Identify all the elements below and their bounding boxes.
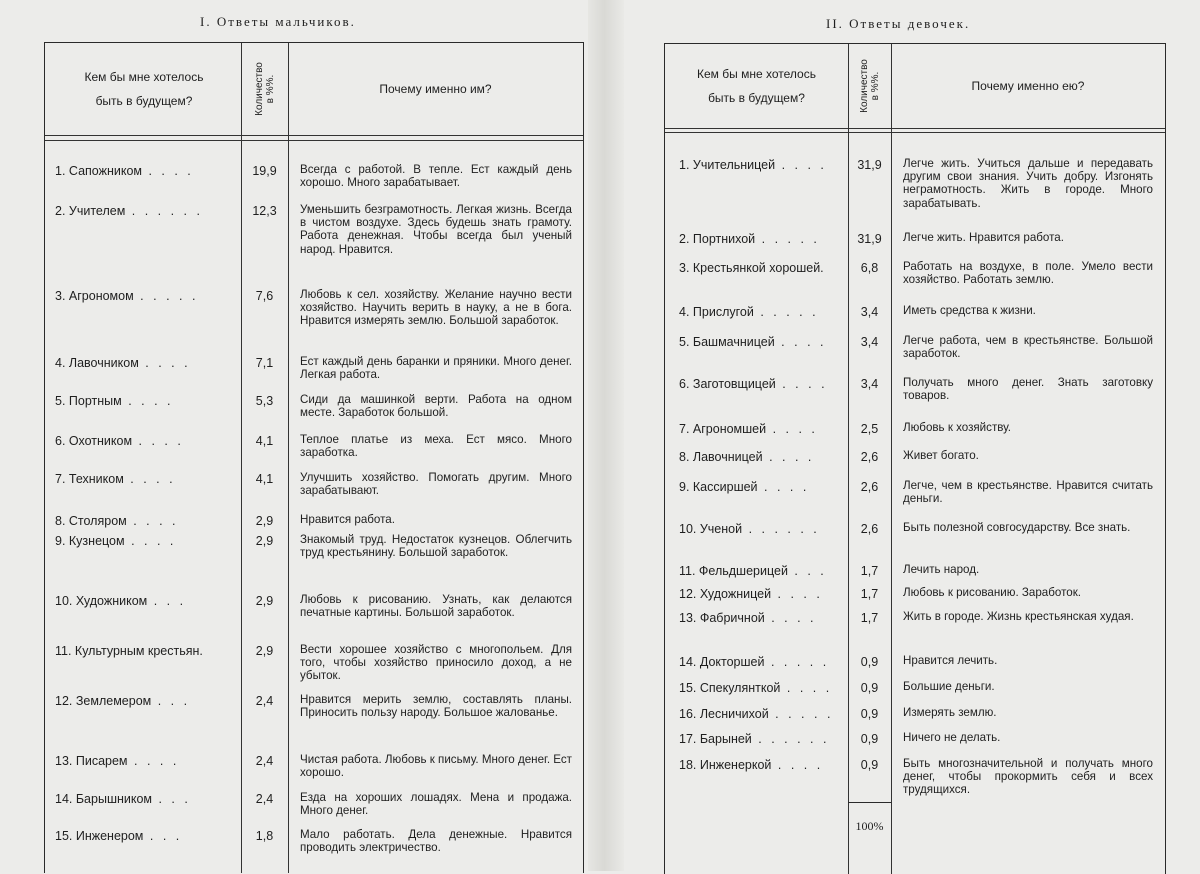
profession-label: 16. Лесничихой bbox=[679, 707, 769, 721]
leader-dots: . . . bbox=[787, 564, 827, 578]
reason-text: Уменьшить безграмотность. Легкая жизнь. Всегда в чистом воздухе. Здесь будешь знать грамоту. Работа денежная. Чтобы всегда был ученый народ. Нравится. bbox=[300, 203, 572, 256]
reason-text: Измерять землю. bbox=[903, 706, 997, 719]
leader-dots: . . . bbox=[151, 694, 191, 708]
profession-name bbox=[679, 479, 847, 495]
percent-value: 0,9 bbox=[860, 655, 879, 669]
percent-value: 2,9 bbox=[255, 514, 274, 528]
profession-name bbox=[679, 449, 847, 465]
profession-name bbox=[679, 334, 847, 350]
profession-label: 9. Кузнецом bbox=[55, 534, 125, 548]
reason-text: Нравится лечить. bbox=[903, 654, 998, 667]
percent-value: 2,6 bbox=[860, 480, 879, 494]
boys-header-rule bbox=[45, 140, 583, 141]
profession-label: 13. Фабричной bbox=[679, 611, 765, 625]
leader-dots: . . . . bbox=[771, 587, 823, 601]
percent-value: 1,8 bbox=[255, 829, 274, 843]
percent-value: 2,9 bbox=[255, 594, 274, 608]
girls-header-why: Почему именно ею? bbox=[971, 79, 1085, 93]
profession-name bbox=[679, 680, 847, 696]
percent-value: 0,9 bbox=[860, 707, 879, 721]
reason-text: Живет богато. bbox=[903, 449, 979, 462]
profession-label: 1. Учительницей bbox=[679, 158, 776, 172]
boys-header-who: Кем бы мне хотелось быть в будущем? bbox=[84, 70, 204, 108]
reason-text: Получать много денег. Знать заготовку товаров. bbox=[903, 376, 1153, 403]
profession-label: 2. Портнихой bbox=[679, 232, 756, 246]
reason-text: Лечить народ. bbox=[903, 563, 980, 576]
profession-name bbox=[679, 260, 847, 276]
percent-value: 1,7 bbox=[860, 564, 879, 578]
leader-dots: . . . . bbox=[124, 534, 177, 548]
profession-name bbox=[679, 654, 847, 670]
profession-label: 18. Инженеркой bbox=[679, 758, 772, 772]
profession-label: 6. Заготовщицей bbox=[679, 377, 776, 391]
profession-name bbox=[679, 586, 847, 602]
profession-label: 6. Охотником bbox=[55, 434, 133, 448]
leader-dots: . . . . . bbox=[768, 707, 834, 721]
profession-label: 14. Докторшей bbox=[679, 655, 765, 669]
leader-dots: . . . bbox=[147, 594, 187, 608]
leader-dots: . . . . . bbox=[764, 655, 830, 669]
reason-text: Легче, чем в крестьянстве. Нравится считать деньги. bbox=[903, 479, 1153, 506]
leader-dots: . . . . bbox=[121, 394, 174, 408]
boys-header-why: Почему именно им? bbox=[379, 82, 492, 96]
profession-name bbox=[679, 304, 847, 320]
profession-name bbox=[679, 231, 847, 247]
right-page-title: II. Ответы девочек. bbox=[826, 16, 971, 31]
profession-label: 1. Сапожником bbox=[55, 164, 142, 178]
profession-name bbox=[55, 433, 239, 449]
profession-label: 15. Инженером bbox=[55, 829, 144, 843]
profession-name bbox=[679, 757, 847, 773]
girls-header-rule bbox=[665, 132, 1165, 133]
leader-dots: . . . . bbox=[764, 611, 817, 625]
profession-label: 5. Портным bbox=[55, 394, 122, 408]
page-gutter bbox=[588, 0, 624, 871]
girls-header-quantity: Количество в %%. bbox=[858, 59, 881, 113]
profession-name bbox=[55, 513, 239, 529]
left-page-title: I. Ответы мальчиков. bbox=[200, 14, 356, 29]
reason-text: Быть полезной совгосударству. Все знать. bbox=[903, 521, 1131, 534]
leader-dots: . . . . bbox=[142, 164, 194, 178]
reason-text: Нравится работа. bbox=[300, 513, 395, 526]
profession-name bbox=[55, 693, 239, 709]
girls-total: 100% bbox=[855, 819, 884, 833]
girls-column-divider bbox=[891, 44, 892, 874]
percent-value: 2,4 bbox=[255, 754, 274, 768]
profession-name bbox=[55, 828, 239, 844]
leader-dots: . . . . bbox=[132, 434, 184, 448]
profession-name bbox=[55, 163, 239, 179]
reason-text: Теплое платье из меха. Ест мясо. Много заработка. bbox=[300, 433, 572, 460]
girls-answers-table bbox=[664, 43, 1166, 874]
percent-value: 3,4 bbox=[860, 305, 879, 319]
percent-value: 0,9 bbox=[860, 732, 879, 746]
reason-text: Знакомый труд. Недостаток кузнецов. Облегчить труд крестьянину. Большой заработок. bbox=[300, 533, 572, 560]
profession-name bbox=[55, 643, 239, 659]
girls-total-rule bbox=[848, 802, 891, 803]
reason-text: Жить в городе. Жизнь крестьянская худая. bbox=[903, 610, 1134, 623]
reason-text: Большие деньги. bbox=[903, 680, 995, 693]
profession-name bbox=[55, 355, 239, 371]
leader-dots: . . . . bbox=[123, 472, 176, 486]
profession-name bbox=[679, 706, 847, 722]
profession-label: 15. Спекулянткой bbox=[679, 681, 781, 695]
profession-name bbox=[679, 521, 847, 537]
profession-name bbox=[55, 393, 239, 409]
leader-dots: . . . . bbox=[774, 335, 827, 349]
profession-label: 8. Лавочницей bbox=[679, 450, 763, 464]
percent-value: 2,9 bbox=[255, 644, 274, 658]
profession-name bbox=[55, 203, 239, 219]
profession-name bbox=[55, 593, 239, 609]
leader-dots: . . . . bbox=[127, 754, 180, 768]
profession-label: 3. Агрономом bbox=[55, 289, 134, 303]
reason-text: Нравится мерить землю, составлять планы. Приносить пользу народу. Большое жалованье. bbox=[300, 693, 572, 720]
reason-text: Работать на воздухе, в поле. Умело вести хозяйство. Работать землю. bbox=[903, 260, 1153, 287]
reason-text: Легче жить. Учиться дальше и передавать другим свои знания. Учить добру. Изгонять неграмотность. Жить в городе. Много зарабатывать. bbox=[903, 157, 1153, 210]
leader-dots: . . . . bbox=[771, 758, 824, 772]
boys-header-quantity: Количество в %%. bbox=[253, 62, 276, 116]
profession-label: 5. Башмачницей bbox=[679, 335, 775, 349]
profession-label: 10. Художником bbox=[55, 594, 148, 608]
profession-name bbox=[679, 563, 847, 579]
percent-value: 3,4 bbox=[860, 335, 879, 349]
profession-label: 8. Столяром bbox=[55, 514, 127, 528]
profession-name bbox=[55, 753, 239, 769]
profession-label: 2. Учителем bbox=[55, 204, 126, 218]
percent-value: 2,6 bbox=[860, 522, 879, 536]
reason-text: Чистая работа. Любовь к письму. Много денег. Ест хорошо. bbox=[300, 753, 572, 780]
profession-label: 4. Лавочником bbox=[55, 356, 139, 370]
reason-text: Мало работать. Дела денежные. Нравится проводить электричество. bbox=[300, 828, 572, 855]
percent-value: 19,9 bbox=[252, 164, 277, 178]
reason-text: Ничего не делать. bbox=[903, 731, 1001, 744]
percent-value: 1,7 bbox=[860, 611, 879, 625]
profession-name bbox=[55, 533, 239, 549]
profession-label: 12. Художницей bbox=[679, 587, 772, 601]
leader-dots: . . . . . bbox=[133, 289, 199, 303]
leader-dots: . . . bbox=[143, 829, 183, 843]
profession-name bbox=[679, 157, 847, 173]
percent-value: 2,4 bbox=[255, 792, 274, 806]
reason-text: Любовь к рисованию. Заработок. bbox=[903, 586, 1081, 599]
profession-label: 7. Техником bbox=[55, 472, 124, 486]
leader-dots: . . . . bbox=[766, 422, 818, 436]
reason-text: Ест каждый день баранки и пряники. Много денег. Легкая работа. bbox=[300, 355, 572, 382]
percent-value: 12,3 bbox=[252, 204, 277, 218]
profession-label: 10. Ученой bbox=[679, 522, 743, 536]
profession-label: 11. Культурным крестьян. bbox=[55, 644, 203, 658]
percent-value: 4,1 bbox=[255, 434, 274, 448]
percent-value: 0,9 bbox=[860, 681, 879, 695]
leader-dots: . . . . . . bbox=[742, 522, 820, 536]
reason-text: Легче работа, чем в крестьянстве. Большой заработок. bbox=[903, 334, 1153, 361]
reason-text: Езда на хороших лошадях. Мена и продажа. Много денег. bbox=[300, 791, 572, 818]
reason-text: Вести хорошее хозяйство с многопольем. Для того, чтобы хозяйство приносило доход, а не убыток. bbox=[300, 643, 572, 683]
reason-text: Легче жить. Нравится работа. bbox=[903, 231, 1064, 244]
profession-label: 4. Прислугой bbox=[679, 305, 754, 319]
leader-dots: . . . . . bbox=[755, 232, 820, 246]
reason-text: Любовь к хозяйству. bbox=[903, 421, 1012, 434]
reason-text: Быть многозначительной и получать много денег, чтобы прокормить себя и всех трудящихся. bbox=[903, 757, 1153, 797]
percent-value: 2,9 bbox=[255, 534, 274, 548]
percent-value: 2,4 bbox=[255, 694, 274, 708]
profession-label: 12. Землемером bbox=[55, 694, 152, 708]
profession-name bbox=[55, 288, 239, 304]
profession-label: 11. Фельдшерицей bbox=[679, 564, 788, 578]
percent-value: 5,3 bbox=[255, 394, 274, 408]
reason-text: Сиди да машинкой верти. Работа на одном месте. Заработок большой. bbox=[300, 393, 572, 420]
reason-text: Иметь средства к жизни. bbox=[903, 304, 1036, 317]
profession-label: 3. Крестьянкой хорошей. bbox=[679, 261, 824, 275]
leader-dots: . . . . bbox=[780, 681, 833, 695]
profession-name bbox=[679, 731, 847, 747]
leader-dots: . . . bbox=[152, 792, 191, 806]
reason-text: Всегда с работой. В тепле. Ест каждый день хорошо. Много зарабатывает. bbox=[300, 163, 572, 190]
percent-value: 2,6 bbox=[860, 450, 879, 464]
leader-dots: . . . . bbox=[775, 158, 827, 172]
profession-name bbox=[679, 421, 847, 437]
reason-text: Улучшить хозяйство. Помогать другим. Много зарабатывают. bbox=[300, 471, 572, 498]
profession-label: 7. Агрономшей bbox=[679, 422, 767, 436]
profession-label: 9. Кассиршей bbox=[679, 480, 758, 494]
leader-dots: . . . . . . bbox=[751, 732, 830, 746]
profession-label: 13. Писарем bbox=[55, 754, 128, 768]
leader-dots: . . . . bbox=[138, 356, 191, 370]
profession-name bbox=[679, 610, 847, 626]
leader-dots: . . . . bbox=[762, 450, 815, 464]
leader-dots: . . . . . bbox=[753, 305, 819, 319]
girls-header-who: Кем бы мне хотелось быть в будущем? bbox=[697, 67, 816, 105]
profession-label: 17. Барыней bbox=[679, 732, 752, 746]
reason-text: Любовь к рисованию. Узнать, как делаются печатные картины. Большой заработок. bbox=[300, 593, 572, 620]
percent-value: 7,1 bbox=[255, 356, 274, 370]
profession-name bbox=[679, 376, 847, 392]
leader-dots: . . . . bbox=[126, 514, 179, 528]
leader-dots: . . . . bbox=[757, 480, 810, 494]
profession-name bbox=[55, 791, 239, 807]
percent-value: 2,5 bbox=[860, 422, 879, 436]
percent-value: 31,9 bbox=[857, 158, 882, 172]
percent-value: 1,7 bbox=[860, 587, 879, 601]
percent-value: 6,8 bbox=[860, 261, 879, 275]
percent-value: 7,6 bbox=[255, 289, 274, 303]
profession-name bbox=[55, 471, 239, 487]
leader-dots: . . . . bbox=[775, 377, 828, 391]
leader-dots: . . . . . . bbox=[125, 204, 203, 218]
boys-column-divider bbox=[288, 43, 289, 873]
profession-label: 14. Барышником bbox=[55, 792, 153, 806]
boys-answers-table bbox=[44, 42, 584, 873]
percent-value: 4,1 bbox=[255, 472, 274, 486]
reason-text: Любовь к сел. хозяйству. Желание научно вести хозяйство. Научить верить в науку, а не в бога. Нравится измерять землю. Большой заработок. bbox=[300, 288, 572, 328]
percent-value: 3,4 bbox=[860, 377, 879, 391]
percent-value: 31,9 bbox=[857, 232, 882, 246]
percent-value: 0,9 bbox=[860, 758, 879, 772]
